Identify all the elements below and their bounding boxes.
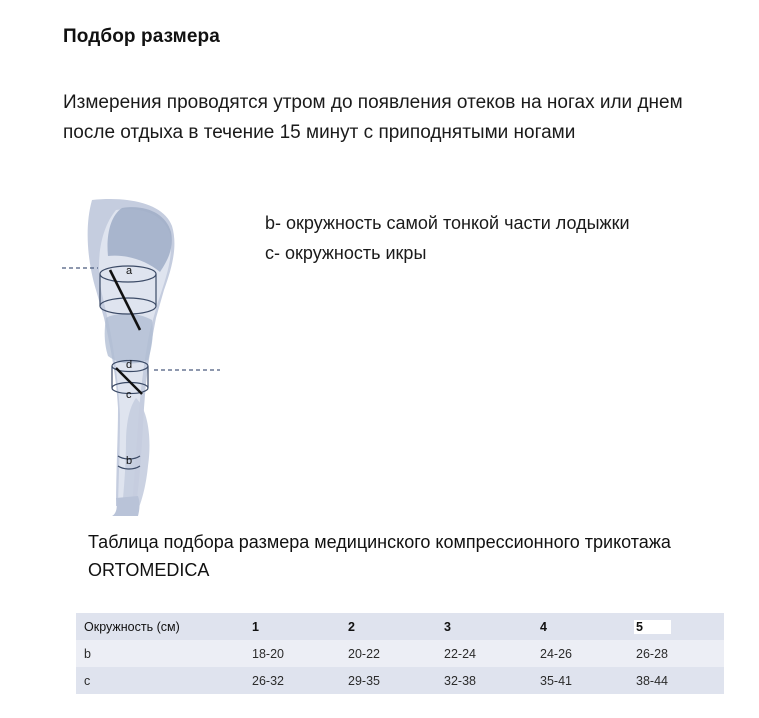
table-header-row — [76, 613, 724, 640]
column-header-5 — [628, 613, 724, 640]
cell-c-4: 35-41 — [540, 673, 572, 688]
cell-b-4: 24-26 — [540, 646, 572, 661]
page-title: Подбор размера — [63, 26, 220, 47]
label-b: b — [126, 455, 133, 467]
measurement-legend — [265, 208, 735, 268]
table-row — [76, 640, 724, 667]
column-header-3: 3 — [444, 619, 451, 634]
row-label-c: c — [84, 673, 91, 688]
cell-c-3: 32-38 — [444, 673, 476, 688]
column-header-measure: Окружность (см) — [84, 619, 180, 634]
row-label-b: b — [84, 646, 91, 661]
cell-c-5: 38-44 — [636, 673, 668, 688]
legend-line-c: c- окружность икры — [265, 243, 427, 263]
label-a: a — [126, 265, 133, 277]
legend-line-b: b- окружность самой тонкой части лодыжки — [265, 213, 630, 233]
intro-paragraph: Измерения проводятся утром до появления отеков на ногах или днем после отдыха в течение 15 минут с приподнятыми ногами — [63, 92, 683, 143]
cell-b-5: 26-28 — [636, 646, 668, 661]
size-table-heading: Таблица подбора размера медицинского компрессионного трикотажа ORTOMEDICA — [88, 532, 671, 580]
column-header-1: 1 — [252, 619, 259, 634]
column-header-5-value: 5 — [634, 620, 671, 634]
column-header-2: 2 — [348, 619, 355, 634]
cell-b-2: 20-22 — [348, 646, 380, 661]
cell-c-1: 26-32 — [252, 673, 284, 688]
label-c: c — [126, 389, 132, 401]
table-row — [76, 667, 724, 694]
column-header-4: 4 — [540, 619, 547, 634]
leg-measurement-illustration — [60, 198, 240, 518]
cell-b-3: 22-24 — [444, 646, 476, 661]
size-table — [76, 613, 724, 694]
label-d: d — [126, 359, 133, 371]
cell-b-1: 18-20 — [252, 646, 284, 661]
cell-c-2: 29-35 — [348, 673, 380, 688]
leg-diagram-svg — [60, 198, 240, 518]
